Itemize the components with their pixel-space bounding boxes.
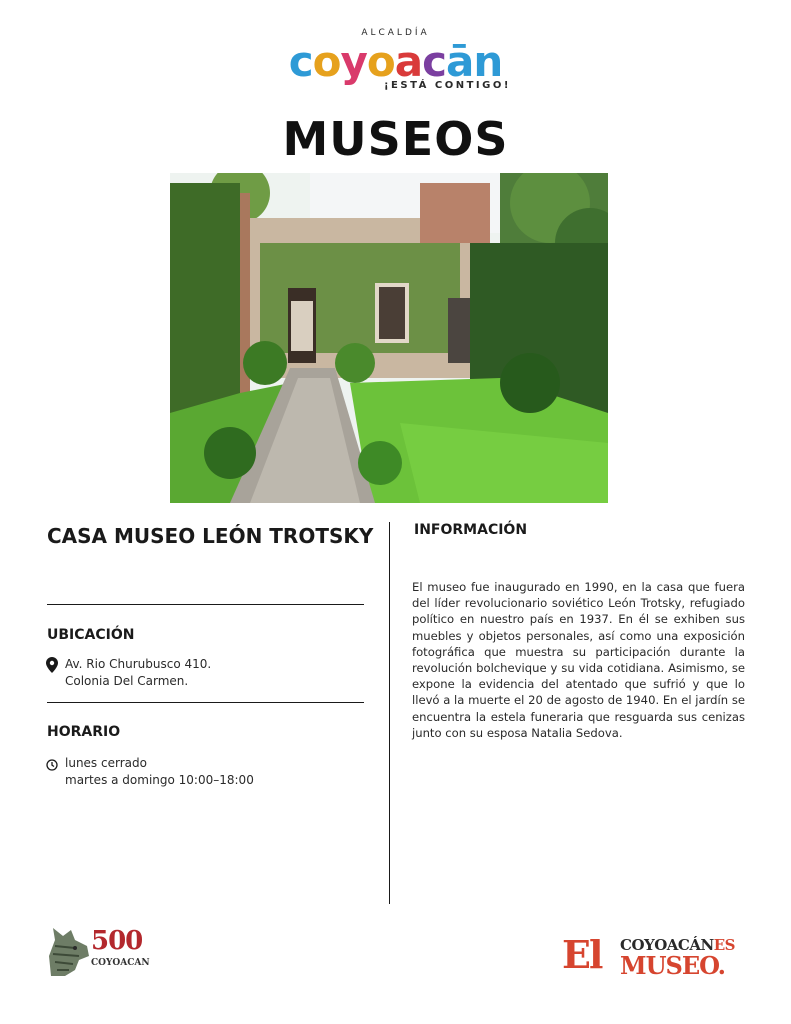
address-line-2: Colonia Del Carmen. [65, 674, 189, 688]
logo500-number: 500 [91, 926, 143, 956]
logo-letter: c [288, 37, 313, 86]
map-pin-icon [46, 657, 58, 677]
logo-alcaldia-label: ALCALDÍA [361, 28, 430, 38]
logo-es: ES [713, 936, 735, 954]
logo-letter: a [394, 37, 423, 86]
section-divider [47, 604, 364, 605]
clock-icon [46, 756, 58, 775]
logo-museo: MUSEO. [620, 951, 725, 980]
logo-coyoacan: COYOACÁN [620, 936, 714, 954]
location-label: UBICACIÓN [47, 627, 135, 643]
section-divider [47, 702, 364, 703]
address-line-1: Av. Rio Churubusco 410. [65, 657, 212, 671]
500-coyoacan-logo [45, 926, 165, 978]
info-text: El museo fue inaugurado en 1990, en la casa que fuera del líder revolucionario soviético León Trotsky, refugiado político en nuestro país en 1937. En él se exhiben sus muebles y objetos personales, así como una exposición fotográfica que muestra su participación durante la revolución bolchevique y su vida cotidiana. Asimismo, se expone la evidencia del atentado que sufrió y que lo llevó a la muerte el 20 de agosto de 1940. En el jardín se encuentra la estela funeraria que resguarda sus cenizas junto con su esposa Natalia Sedova. [412, 580, 745, 740]
logo-tagline: ¡ESTÁ CONTIGO! [384, 80, 511, 91]
column-divider [389, 522, 390, 904]
logo500-subtitle: COYOACAN [91, 958, 150, 968]
logo-letter: o [366, 37, 395, 86]
alcaldia-coyoacan-logo [0, 28, 791, 96]
info-label: INFORMACIÓN [414, 522, 528, 538]
logo-el: El [562, 932, 602, 977]
page-title: MUSEOS [282, 112, 509, 166]
hours-line-2: martes a domingo 10:00–18:00 [65, 773, 254, 787]
hours-label: HORARIO [47, 724, 121, 740]
hours-line-1: lunes cerrado [65, 756, 147, 770]
coyote-head-icon [45, 926, 91, 982]
coyoacan-es-museo-logo [562, 932, 752, 980]
museum-photo [170, 173, 608, 503]
logo-wordmark [0, 38, 791, 86]
logo-letter: c [422, 37, 446, 86]
logo-letter: n [473, 37, 503, 86]
logo-letter: o [312, 37, 341, 86]
museum-name: CASA MUSEO LEÓN TROTSKY [47, 524, 374, 548]
logo-letter: ā [446, 37, 474, 86]
logo-letter: y [340, 37, 367, 86]
